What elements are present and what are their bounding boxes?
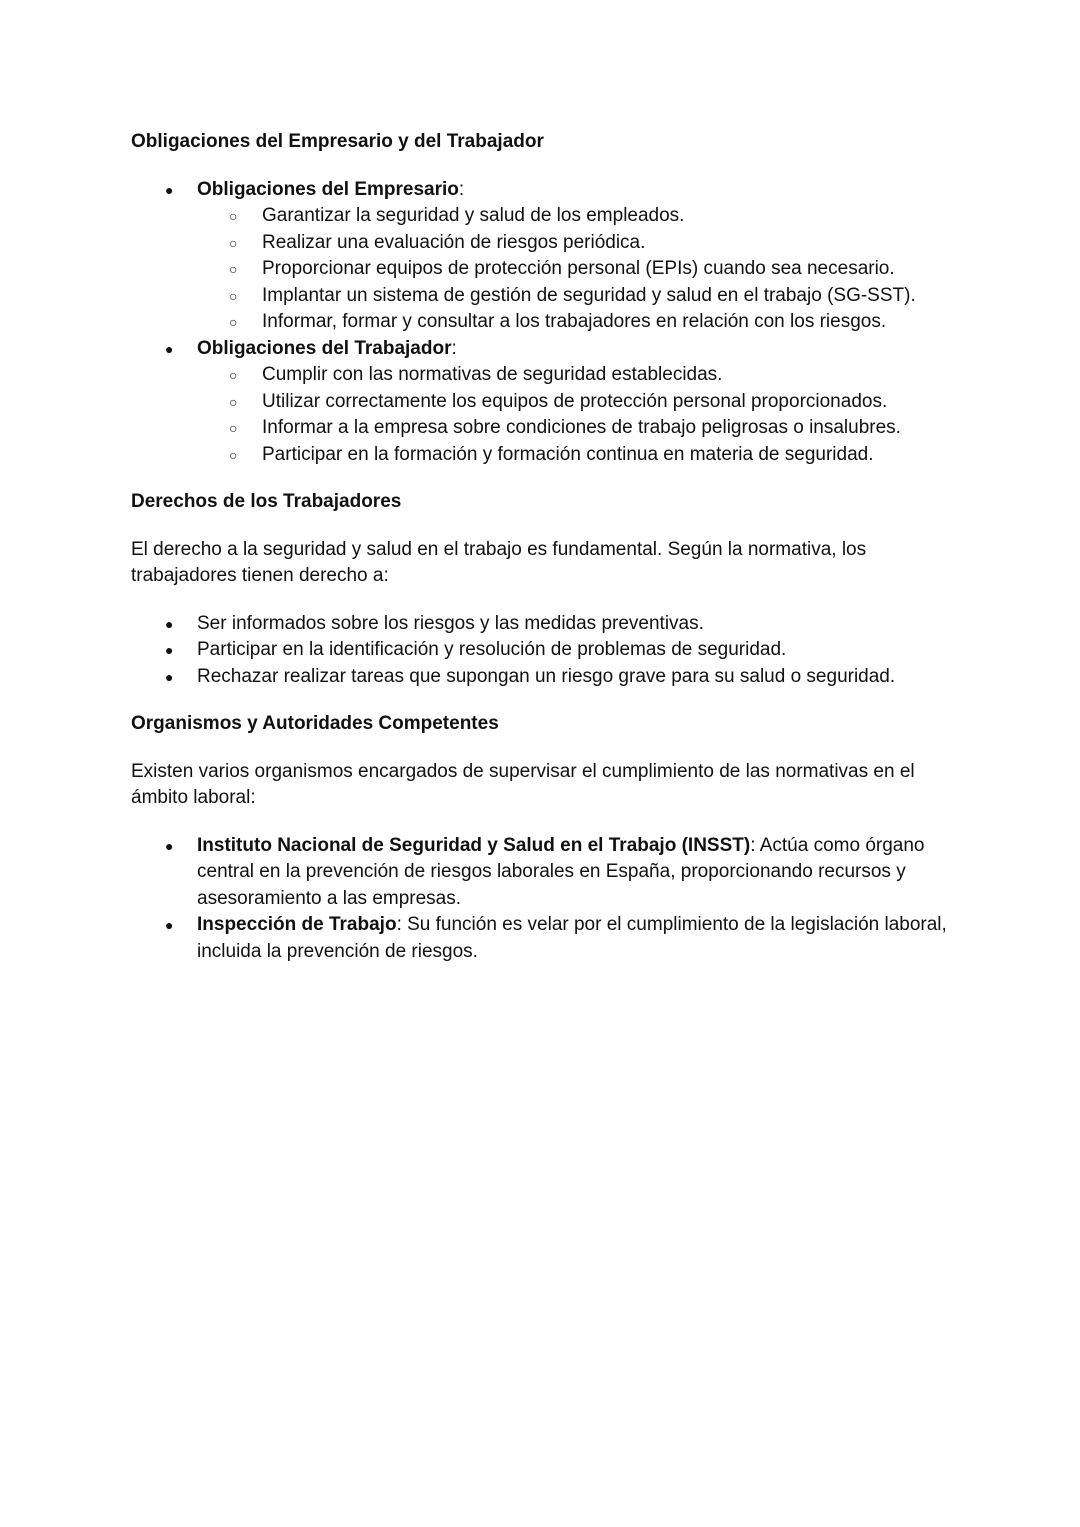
bullet-icon: ● [165, 642, 174, 658]
obligations-list [131, 177, 961, 469]
list-item: ○ Cumplir con las normativas de seguridad establecidas. [197, 362, 961, 389]
circle-bullet-icon: ○ [229, 287, 238, 304]
list-item: ● Ser informados sobre los riesgos y las medidas preventivas. [131, 611, 961, 638]
list-item [131, 912, 961, 965]
bullet-icon: ● [165, 340, 174, 357]
section-intro: Existen varios organismos encargados de supervisar el cumplimiento de las normativas en el ámbito laboral: [131, 760, 915, 808]
list-item: ○ Proporcionar equipos de protección personal (EPIs) cuando sea necesario. [197, 256, 961, 283]
list-item: ● Rechazar realizar tareas que supongan un riesgo grave para su salud o seguridad. [131, 664, 961, 691]
circle-bullet-icon: ○ [229, 261, 238, 277]
section-heading-organismos: Organismos y Autoridades Competentes [131, 713, 499, 734]
section-intro: El derecho a la seguridad y salud en el trabajo es fundamental. Según la normativa, los trabajadores tienen derecho a: [131, 538, 867, 586]
circle-bullet-icon: ○ [229, 234, 238, 251]
rights-list [131, 611, 961, 691]
list-item: ○ Informar, formar y consultar a los trabajadores en relación con los riesgos. [197, 309, 961, 336]
group-title: Obligaciones del Empresario [197, 178, 459, 200]
circle-bullet-icon: ○ [229, 446, 238, 463]
item-description: : Su función es velar por el cumplimiento de la legislación laboral, incluida la prevención de riesgos. [197, 914, 947, 962]
bullet-icon: ● [165, 181, 174, 198]
list-item: ○ Realizar una evaluación de riesgos periódica. [197, 230, 961, 257]
bullet-icon: ● [165, 668, 174, 685]
circle-bullet-icon: ○ [229, 367, 238, 383]
organisms-list [131, 833, 961, 966]
list-item: ● Obligaciones del Trabajador: ○ Cumplir con las normativas de seguridad establecidas. ○ Utilizar correctamente los equipos de protección personal proporcionados. ○ Informar a la empresa sobre condiciones de trabajo peligrosas o insalubres. ○ Participar en la formación y formación continua en materia de seguridad. [131, 336, 961, 469]
item-description: : Actúa como órgano central en la prevención de riesgos laborales en España, proporcionando recursos y asesoramiento a las empresas. [197, 834, 925, 909]
circle-bullet-icon: ○ [229, 420, 238, 436]
sub-list [197, 362, 961, 468]
section-heading-derechos: Derechos de los Trabajadores [131, 491, 402, 512]
circle-bullet-icon: ○ [229, 393, 238, 410]
list-item: ○ Informar a la empresa sobre condiciones de trabajo peligrosas o insalubres. [197, 415, 961, 442]
item-term: Inspección de Trabajo [197, 914, 397, 935]
bullet-icon: ● [165, 615, 174, 632]
list-item: ○ Implantar un sistema de gestión de seguridad y salud en el trabajo (SG-SST). [197, 283, 961, 310]
group-title: Obligaciones del Trabajador [197, 337, 452, 359]
section-heading-obligaciones: Obligaciones del Empresario y del Trabajador [131, 131, 544, 152]
bullet-icon: ● [165, 837, 174, 854]
list-item: ○ Participar en la formación y formación continua en materia de seguridad. [197, 442, 961, 469]
list-item [131, 833, 961, 913]
document-page [131, 129, 961, 965]
sub-list [197, 203, 961, 336]
item-term: Instituto Nacional de Seguridad y Salud en el Trabajo (INSST) [197, 834, 751, 856]
list-item: ● Participar en la identificación y resolución de problemas de seguridad. [131, 637, 961, 664]
circle-bullet-icon: ○ [229, 208, 238, 224]
list-item: ○ Garantizar la seguridad y salud de los empleados. [197, 203, 961, 230]
circle-bullet-icon: ○ [229, 314, 238, 330]
list-item: ○ Utilizar correctamente los equipos de protección personal proporcionados. [197, 389, 961, 416]
list-item: ● Obligaciones del Empresario: ○ Garantizar la seguridad y salud de los empleados. ○ Realizar una evaluación de riesgos periódica. ○ Proporcionar equipos de protección personal (EPIs) cuando sea necesario. ○ Implantar un sistema de gestión de seguridad y salud en el trabajo (SG-SST). ○ Informar, formar y consultar a los trabajadores en relación con los riesgos. [131, 177, 961, 336]
bullet-icon: ● [165, 917, 174, 933]
